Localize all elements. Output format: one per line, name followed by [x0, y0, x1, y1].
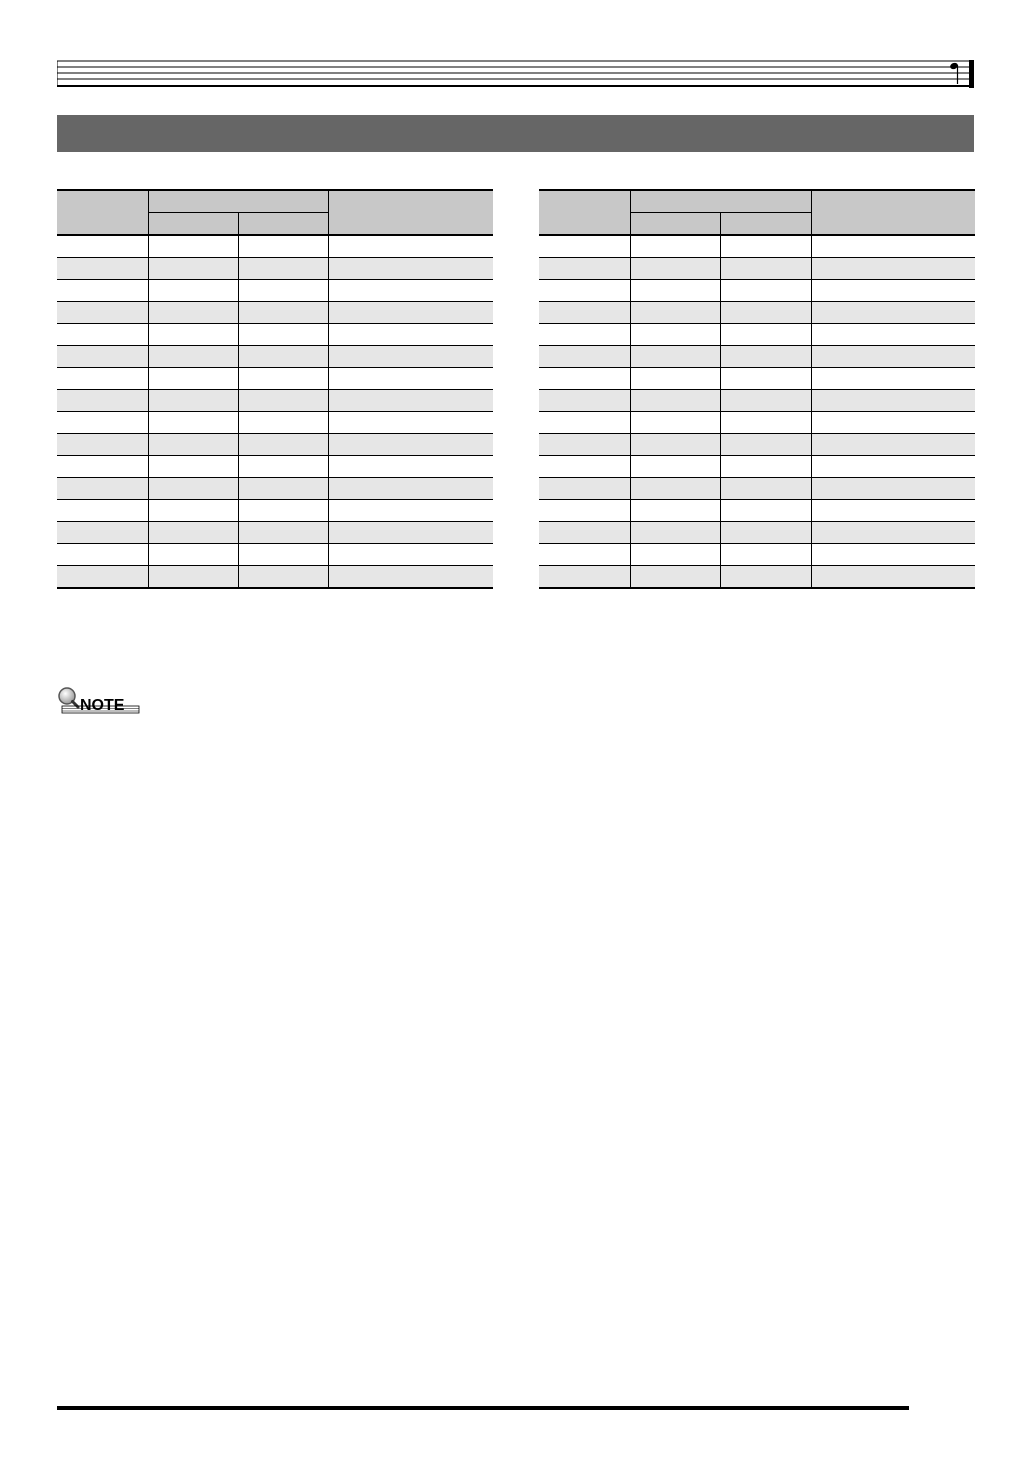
table-left-header-group [148, 190, 328, 213]
table-right-header-col4 [811, 190, 975, 235]
table-cell [720, 500, 811, 522]
table-cell [328, 500, 493, 522]
table-cell [238, 522, 328, 544]
table-cell [328, 302, 493, 324]
table-cell [238, 258, 328, 280]
table-cell [811, 302, 975, 324]
table-row [539, 280, 975, 302]
table-cell [238, 456, 328, 478]
table-row [539, 235, 975, 258]
table-cell [148, 346, 238, 368]
table-cell [238, 478, 328, 500]
table-right-header-group [630, 190, 811, 213]
table-cell [720, 566, 811, 589]
table-row [539, 324, 975, 346]
table-left-body [57, 235, 493, 588]
table-cell [328, 522, 493, 544]
table-cell [328, 434, 493, 456]
table-cell [57, 235, 148, 258]
table-right-body [539, 235, 975, 588]
table-cell [328, 324, 493, 346]
table-cell [57, 368, 148, 390]
table-cell [57, 434, 148, 456]
table-cell [148, 390, 238, 412]
table-cell [539, 434, 630, 456]
table-cell [57, 412, 148, 434]
table-cell [238, 324, 328, 346]
table-cell [811, 478, 975, 500]
table-left-header-col1 [57, 190, 148, 235]
table-cell [57, 280, 148, 302]
table-cell [630, 324, 720, 346]
table-cell [148, 235, 238, 258]
table-cell [811, 412, 975, 434]
table-cell [328, 566, 493, 589]
table-cell [57, 456, 148, 478]
table-cell [148, 478, 238, 500]
table-cell [328, 544, 493, 566]
table-cell [539, 368, 630, 390]
table-row [57, 412, 493, 434]
table-cell [630, 302, 720, 324]
table-cell [630, 544, 720, 566]
table-cell [720, 412, 811, 434]
table-cell [148, 434, 238, 456]
table-cell [238, 412, 328, 434]
section-title-band [57, 115, 974, 152]
table-cell [720, 302, 811, 324]
table-row [539, 522, 975, 544]
table-cell [328, 456, 493, 478]
table-row [57, 235, 493, 258]
table-cell [811, 390, 975, 412]
table-cell [811, 456, 975, 478]
table-cell [720, 280, 811, 302]
table-cell [328, 368, 493, 390]
table-left-header-col4 [328, 190, 493, 235]
table-cell [148, 324, 238, 346]
table-left-header-sub2 [238, 213, 328, 236]
table-row [57, 368, 493, 390]
table-cell [238, 346, 328, 368]
table-cell [328, 412, 493, 434]
table-cell [539, 390, 630, 412]
table-cell [539, 522, 630, 544]
table-cell [539, 302, 630, 324]
table-cell [57, 478, 148, 500]
table-cell [811, 566, 975, 589]
table-cell [720, 522, 811, 544]
table-cell [238, 235, 328, 258]
header-staff [57, 60, 974, 88]
table-left [57, 189, 493, 589]
table-cell [148, 522, 238, 544]
table-cell [238, 434, 328, 456]
table-row [539, 302, 975, 324]
table-cell [811, 522, 975, 544]
table-cell [328, 390, 493, 412]
table-cell [148, 258, 238, 280]
table-right-header-sub1 [630, 213, 720, 236]
table-cell [630, 235, 720, 258]
table-cell [539, 258, 630, 280]
table-cell [630, 390, 720, 412]
table-row [57, 302, 493, 324]
table-cell [630, 258, 720, 280]
magnifier-icon [59, 688, 78, 707]
table-cell [720, 456, 811, 478]
table-cell [630, 566, 720, 589]
table-cell [57, 566, 148, 589]
table-cell [238, 500, 328, 522]
table-cell [720, 324, 811, 346]
table-left-header-sub1 [148, 213, 238, 236]
table-cell [148, 456, 238, 478]
table-cell [811, 434, 975, 456]
table-cell [148, 280, 238, 302]
table-row [57, 522, 493, 544]
table-row [57, 456, 493, 478]
table-cell [630, 412, 720, 434]
table-cell [328, 280, 493, 302]
table-cell [328, 478, 493, 500]
table-cell [238, 280, 328, 302]
table-cell [630, 456, 720, 478]
table-cell [720, 346, 811, 368]
table-cell [630, 280, 720, 302]
table-cell [328, 235, 493, 258]
table-cell [539, 346, 630, 368]
table-cell [630, 346, 720, 368]
table-cell [811, 368, 975, 390]
table-row [539, 258, 975, 280]
table-cell [720, 258, 811, 280]
table-row [539, 566, 975, 589]
table-cell [811, 324, 975, 346]
table-row [539, 478, 975, 500]
table-row [539, 390, 975, 412]
table-row [539, 456, 975, 478]
table-cell [148, 302, 238, 324]
table-cell [238, 368, 328, 390]
table-cell [630, 478, 720, 500]
table-cell [57, 324, 148, 346]
table-row [539, 544, 975, 566]
table-cell [539, 412, 630, 434]
table-cell [720, 478, 811, 500]
table-row [57, 566, 493, 589]
table-cell [539, 456, 630, 478]
table-cell [57, 302, 148, 324]
table-row [539, 434, 975, 456]
table-cell [148, 500, 238, 522]
table-cell [720, 235, 811, 258]
table-cell [811, 280, 975, 302]
table-row [57, 280, 493, 302]
table-row [57, 434, 493, 456]
table-cell [720, 390, 811, 412]
table-row [57, 390, 493, 412]
table-row [57, 346, 493, 368]
table-cell [238, 544, 328, 566]
table-cell [238, 390, 328, 412]
table-cell [630, 434, 720, 456]
table-cell [238, 566, 328, 589]
table-cell [811, 235, 975, 258]
table-cell [811, 258, 975, 280]
table-row [57, 500, 493, 522]
table-cell [57, 522, 148, 544]
table-cell [539, 478, 630, 500]
table-cell [57, 544, 148, 566]
table-right-header-sub2 [720, 213, 811, 236]
table-cell [328, 258, 493, 280]
table-right-header-col1 [539, 190, 630, 235]
table-cell [57, 346, 148, 368]
table-cell [57, 258, 148, 280]
table-cell [148, 566, 238, 589]
footer-rule [57, 1406, 909, 1410]
table-row [539, 346, 975, 368]
table-cell [57, 500, 148, 522]
table-row [57, 324, 493, 346]
table-cell [720, 434, 811, 456]
table-cell [630, 522, 720, 544]
table-row [57, 478, 493, 500]
table-row [57, 258, 493, 280]
table-cell [811, 544, 975, 566]
table-cell [539, 280, 630, 302]
table-cell [539, 544, 630, 566]
table-cell [328, 346, 493, 368]
table-cell [148, 368, 238, 390]
table-row [539, 368, 975, 390]
note-label: NOTE [80, 697, 125, 714]
table-row [57, 544, 493, 566]
table-cell [811, 500, 975, 522]
table-cell [148, 544, 238, 566]
table-cell [539, 324, 630, 346]
table-cell [630, 500, 720, 522]
table-cell [720, 368, 811, 390]
table-right [539, 189, 975, 589]
table-cell [539, 235, 630, 258]
table-cell [57, 390, 148, 412]
table-row [539, 412, 975, 434]
table-cell [811, 346, 975, 368]
table-cell [539, 566, 630, 589]
table-row [539, 500, 975, 522]
table-cell [148, 412, 238, 434]
table-cell [539, 500, 630, 522]
table-cell [630, 368, 720, 390]
note-icon [57, 686, 141, 714]
table-cell [720, 544, 811, 566]
table-cell [238, 302, 328, 324]
